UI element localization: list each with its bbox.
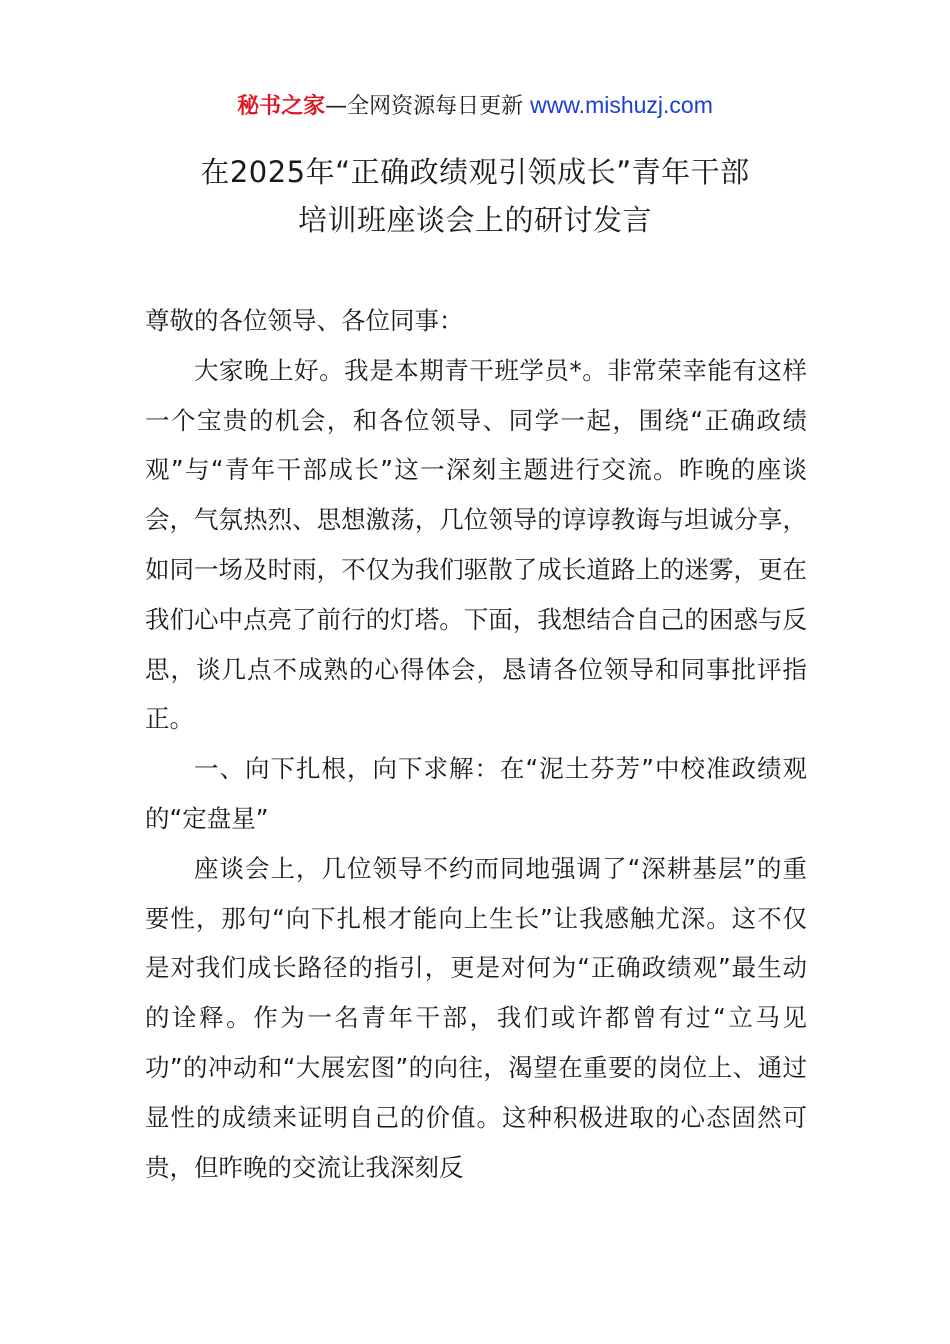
header-tagline: —全网资源每日更新 — [325, 94, 531, 119]
section-heading-1: 一、向下扎根，向下求解：在“泥土芬芳”中校准政绩观的“定盘星” — [145, 754, 807, 833]
site-header-banner — [0, 88, 950, 124]
paragraph-intro: 大家晚上好。我是本期青干班学员*。非常荣幸能有这样一个宝贵的机会，和各位领导、同学一起，围绕“正确政绩观”与“青年干部成长”这一深刻主题进行交流。昨晚的座谈会，气氛热烈、思想激荡，几位领导的谆谆教诲与坦诚分享，如同一场及时雨，不仅为我们驱散了成长道路上的迷雾，更在我们心中点亮了前行的灯塔。下面，我想结合自己的困惑与反思，谈几点不成熟的心得体会，恳请各位领导和同事批评指正。 — [145, 355, 807, 734]
title-line-2: 培训班座谈会上的研讨发言 — [297, 203, 652, 237]
site-url-link[interactable]: www.mishuzj.com — [530, 92, 713, 118]
brand-name: 秘书之家 — [237, 94, 326, 119]
paragraph-section-1: 座谈会上，几位领导不约而同地强调了“深耕基层”的重要性，那句“向下扎根才能向上生长”让我感触尤深。这不仅是对我们成长路径的指引，更是对何为“正确政绩观”最生动的诠释。作为一名青年干部，我们或许都曾有过“立马见功”的冲动和“大展宏图”的向往，渴望在重要的岗位上、通过显性的成绩来证明自己的价值。这种积极进取的心态固然可贵，但昨晚的交流让我深刻反 — [145, 853, 807, 1182]
title-line-1: 在2025年“正确政绩观引领成长”青年干部 — [200, 155, 750, 189]
salutation: 尊敬的各位领导、各位同事： — [145, 306, 464, 335]
document-body — [145, 296, 807, 1192]
document-title — [0, 148, 950, 244]
